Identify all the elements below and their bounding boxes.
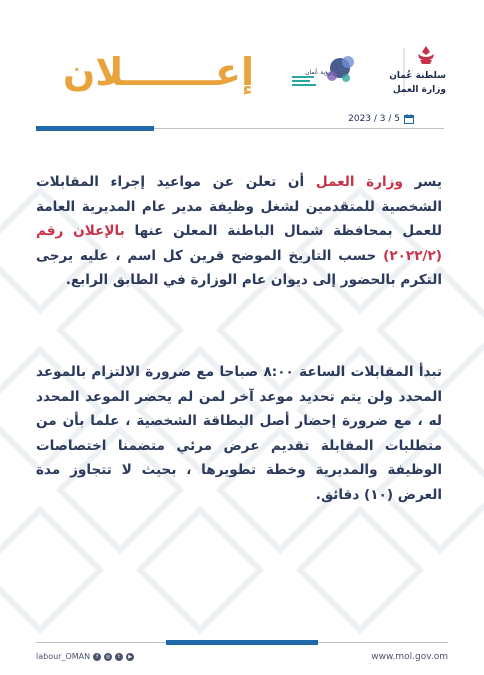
social-handle: labour_OMAN xyxy=(36,652,91,661)
paragraph-1-lead: يسر xyxy=(414,174,442,190)
ministry-logo-line-1: سلطنة عُمان xyxy=(389,71,446,81)
announcement-paragraph-2: تبدأ المقابلات الساعة ٨:٠٠ صباحا مع ضرورة الالتزام بالموعد المحدد ولن يتم تحديد موعد آخر لمن لم يحضر الموعد المحدد له ، مع ضرورة إحضار أصل البطاقة الشخصية ، علما بأن من متطلبات المقابلة تقديم عرض مرئي متضمنا اختصاصات الوظيفة والمديرية وخطة تطويرها ، بحيث لا تتجاوز مدة العرض (١٠) دقائق. xyxy=(36,364,442,503)
announcement-paragraph-1 xyxy=(36,170,442,293)
footer-rule-accent xyxy=(166,640,318,645)
youtube-icon[interactable]: ▶ xyxy=(126,653,134,661)
oman-vision-logo xyxy=(284,46,368,98)
ministry-logo xyxy=(376,40,448,100)
facebook-icon[interactable]: f xyxy=(93,653,101,661)
header-rule-light xyxy=(154,128,444,129)
header-rule-accent xyxy=(36,126,154,131)
page-title: إعـــــــلان xyxy=(62,50,254,94)
announcement-reference: بالإعلان رقم (٢٠٢٢/٢) xyxy=(36,223,442,264)
calendar-icon xyxy=(404,114,414,124)
date-row xyxy=(348,114,414,124)
vision-logo-text: رؤية عُمان xyxy=(305,69,331,76)
ministry-name: وزارة العمل xyxy=(315,174,403,190)
social-footer xyxy=(36,652,134,661)
announcement-date: 2023 / 3 / 5 xyxy=(348,114,400,124)
website-link[interactable]: www.mol.gov.om xyxy=(371,652,448,662)
twitter-icon[interactable]: t xyxy=(115,653,123,661)
paragraph-1-body: أن تعلن عن مواعيد إجراء المقابلات الشخصية للمتقدمين لشغل وظيفة مدير عام المديرية العامة للعمل بمحافظة شمال الباطنة المعلن عنها xyxy=(36,174,442,239)
paragraph-1-tail: حسب التاريخ الموضح قرين كل اسم ، عليه يرجى التكرم بالحضور إلى ديوان عام الوزارة في الطابق الرابع. xyxy=(36,247,442,288)
instagram-icon[interactable]: ◎ xyxy=(105,653,111,660)
ministry-logo-line-2: وزارة العمل xyxy=(392,85,446,95)
